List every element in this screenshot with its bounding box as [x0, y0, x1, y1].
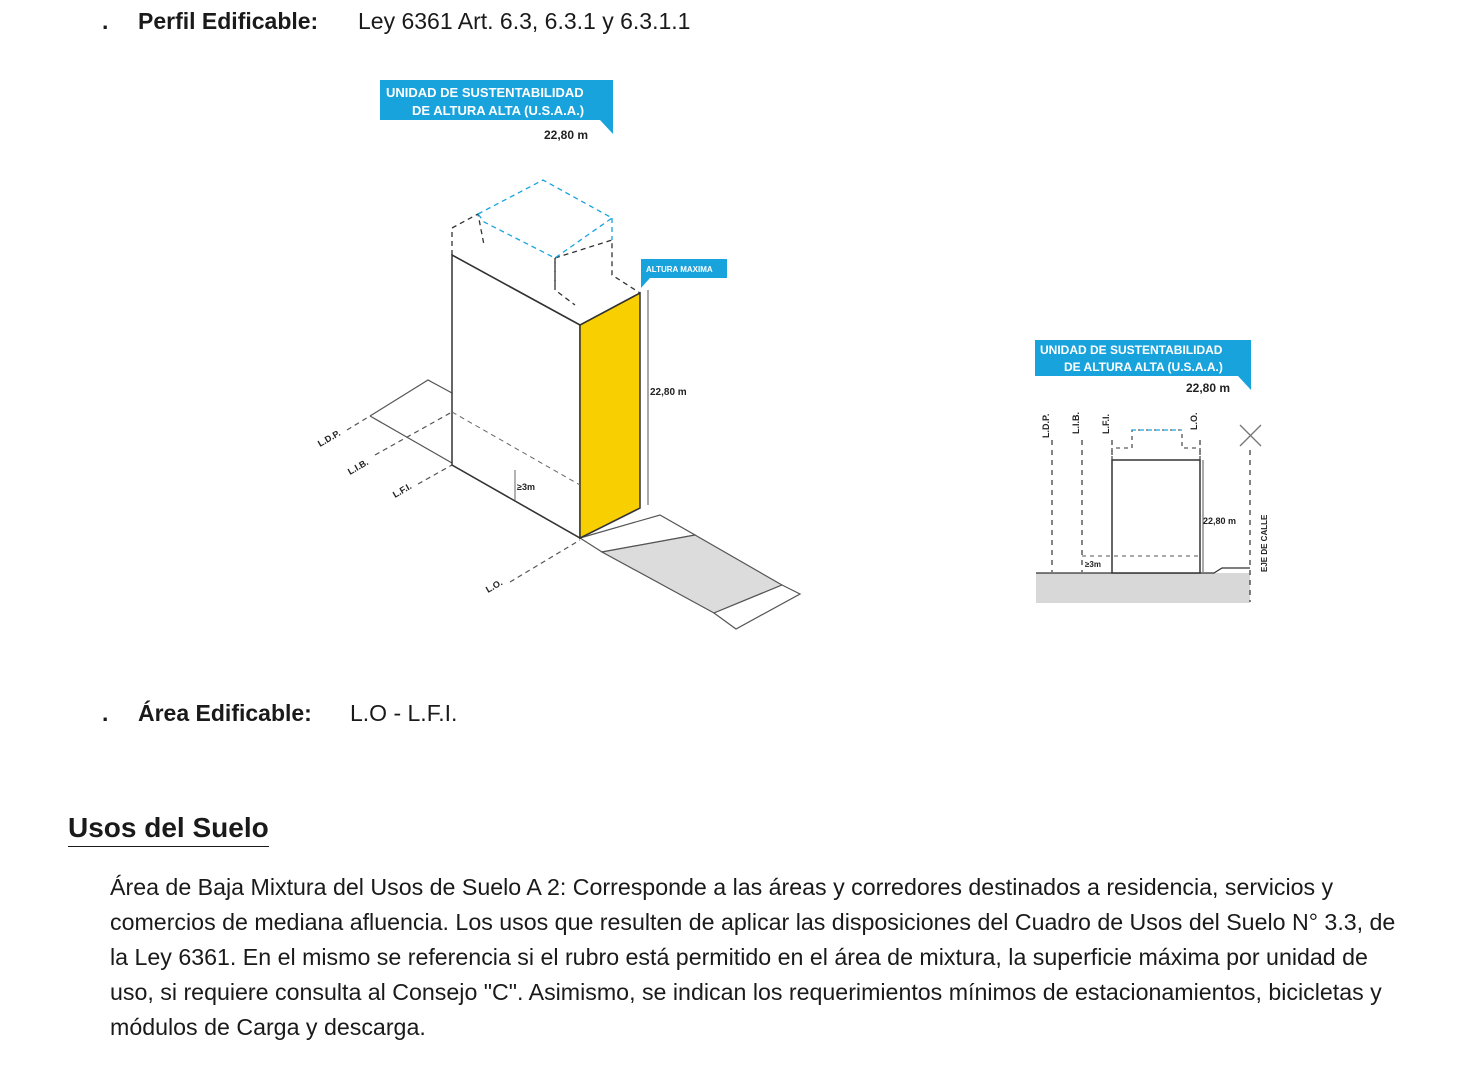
section-eje-label: EJE DE CALLE	[1260, 514, 1269, 572]
usos-del-suelo-paragraph: Área de Baja Mixtura del Usos de Suelo A 2: Corresponde a las áreas y corredores destinados a residencia, servicios y comercios de mediana afluencia. Los usos que resulten de aplicar las disposiciones del Cuadro de Usos del Suelo N° 3.3, de la Ley 6361. En el mismo se referencia si el rubro está permitido en el área de mixtura, la superficie máxima por unidad de uso, si requiere consulta al Consejo "C". Asimismo, se indican los requerimientos mínimos de estacionamientos, bicicletas y módulos de Carga y descarga.	[110, 874, 1396, 1040]
section-setback-label: ≥3m	[1085, 560, 1101, 569]
section-usaa-line1: UNIDAD DE SUSTENTABILIDAD	[1040, 343, 1223, 357]
section-usaa-height: 22,80 m	[1186, 381, 1231, 395]
ground	[1036, 573, 1250, 603]
usaa-height: 22,80 m	[544, 128, 589, 142]
section-lfi-label: L.F.I.	[1101, 414, 1111, 434]
bullet: .	[102, 8, 109, 34]
iso-setback-label: ≥3m	[517, 482, 535, 492]
section-lib-label: L.I.B.	[1071, 412, 1081, 434]
iso-height-label: 22,80 m	[650, 387, 687, 398]
usaa-line2: DE ALTURA ALTA (U.S.A.A.)	[412, 103, 585, 118]
iso-lib-label: L.I.B.	[346, 457, 371, 477]
iso-lo-label: L.O.	[484, 577, 505, 595]
section-height-label: 22,80 m	[1203, 516, 1237, 526]
area-value: L.O - L.F.I.	[350, 700, 458, 726]
section-usaa-line2: DE ALTURA ALTA (U.S.A.A.)	[1064, 360, 1223, 374]
section-ldp-label: L.D.P.	[1041, 413, 1051, 438]
section-lo-label: L.O.	[1189, 412, 1199, 430]
section-title-usos-del-suelo: Usos del Suelo	[68, 812, 269, 847]
section-usaa-dashed	[1112, 430, 1200, 460]
perfil-label: Perfil Edificable:	[138, 8, 319, 34]
usaa-line1: UNIDAD DE SUSTENTABILIDAD	[386, 85, 584, 100]
area-label: Área Edificable:	[138, 700, 312, 726]
bullet: .	[102, 700, 109, 726]
perfil-value: Ley 6361 Art. 6.3, 6.3.1 y 6.3.1.1	[358, 8, 691, 34]
axis-x-symbol	[1240, 425, 1261, 446]
iso-lfi-label: L.F.I.	[391, 481, 414, 500]
section-usaa-label	[1035, 340, 1251, 395]
iso-ldp-label: L.D.P.	[316, 427, 343, 449]
altura-maxima-text: ALTURA MAXIMA	[646, 265, 713, 274]
